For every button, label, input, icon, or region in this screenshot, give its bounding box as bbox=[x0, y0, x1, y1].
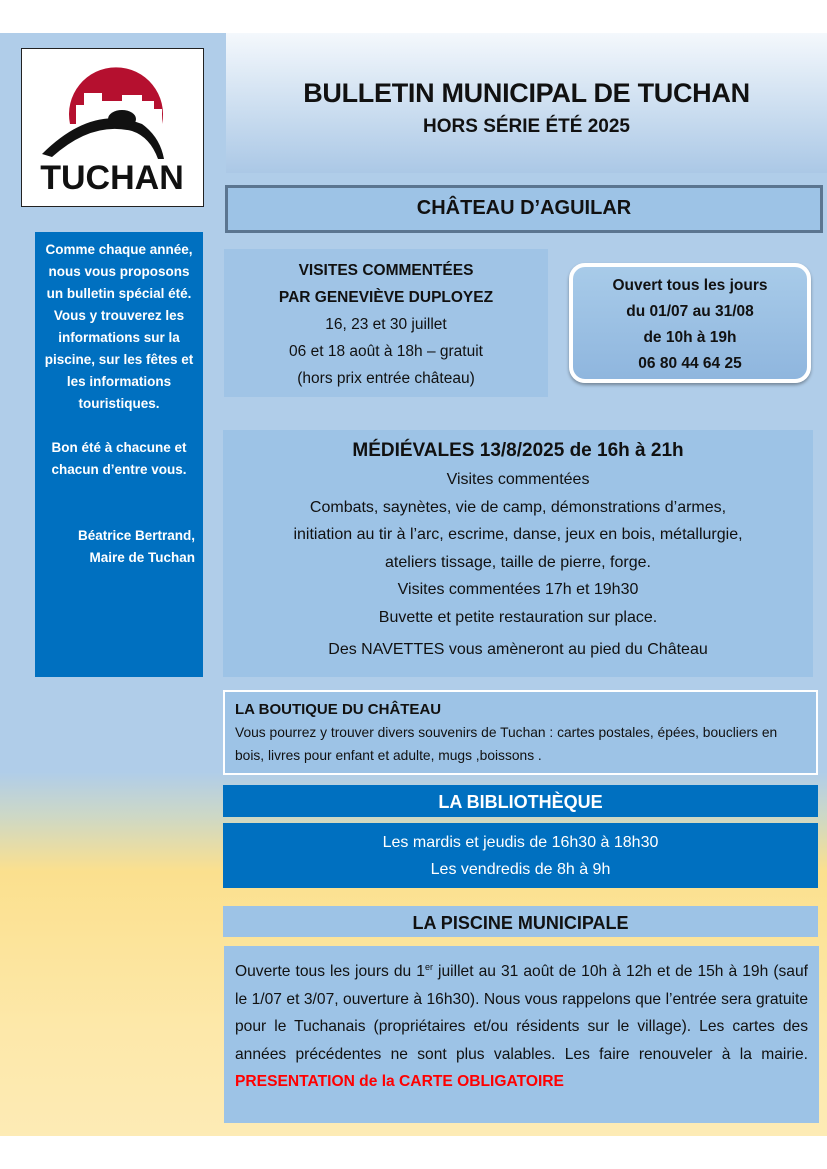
pool-warning: PRESENTATION de la CARTE OBLIGATOIRE bbox=[235, 1073, 564, 1091]
tours-dates-august: 06 et 18 août à 18h – gratuit bbox=[289, 343, 483, 360]
tours-title-1: VISITES COMMENTÉES bbox=[298, 262, 474, 279]
phone-number: 06 80 44 64 25 bbox=[638, 355, 742, 372]
medievales-line: ateliers tissage, taille de pierre, forge. bbox=[385, 553, 651, 571]
library-hours bbox=[223, 823, 818, 888]
pool-text-cont: juillet au 31 août de 10h à 12h et de 15h à 19h (sauf le 1/07 et 3/07, ouverture à 16h30). Nous vous rappelons que l’entrée sera gratuite pour le Tuchanais (propriétaires et/ou résidents sur le village). Les cartes des années précédentes ne sont plus valables. Les faire renouveler à la mairie. bbox=[235, 963, 808, 1063]
boutique-box bbox=[223, 690, 818, 775]
medievales-line: initiation au tir à l’arc, escrime, danse, jeux en bois, métallurgie, bbox=[293, 526, 743, 543]
guided-tours-box bbox=[224, 249, 548, 397]
tours-dates-july: 16, 23 et 30 juillet bbox=[325, 316, 447, 333]
bulletin-title: BULLETIN MUNICIPAL DE TUCHAN bbox=[303, 78, 750, 108]
medievales-title: MÉDIÉVALES 13/8/2025 de 16h à 21h bbox=[352, 440, 684, 461]
pool-info bbox=[224, 946, 819, 1123]
medievales-line: Buvette et petite restauration sur place. bbox=[378, 608, 658, 626]
boutique-text: Vous pourrez y trouver divers souvenirs de Tuchan : cartes postales, épées, boucliers en bois, livres pour enfant et adulte, mugs ,boissons . bbox=[235, 725, 778, 763]
library-hours-weekday: Les mardis et jeudis de 16h30 à 18h30 bbox=[382, 834, 659, 851]
signature bbox=[43, 525, 195, 569]
opening-hours: de 10h à 19h bbox=[643, 329, 737, 346]
medievales-line: Visites commentées bbox=[446, 471, 590, 488]
chateau-heading: CHÂTEAU D’AGUILAR bbox=[225, 185, 823, 233]
boutique-title: LA BOUTIQUE DU CHÂTEAU bbox=[235, 701, 442, 718]
pool-text: Ouverte tous les jours du 1 bbox=[235, 963, 425, 981]
medievales-line: Combats, saynètes, vie de camp, démonstrations d’armes, bbox=[309, 498, 727, 516]
opening-dates: du 01/07 au 31/08 bbox=[626, 303, 754, 320]
medievales-box bbox=[223, 430, 813, 677]
tours-note: (hors prix entrée château) bbox=[297, 370, 475, 387]
tours-title-2: PAR GENEVIÈVE DUPLOYEZ bbox=[278, 289, 494, 306]
pool-text-sup: er bbox=[424, 962, 433, 972]
library-hours-friday: Les vendredis de 8h à 9h bbox=[430, 861, 611, 878]
signature-role: Maire de Tuchan bbox=[89, 550, 195, 565]
opening-line: Ouvert tous les jours bbox=[612, 277, 768, 294]
signature-name: Béatrice Bertrand, bbox=[77, 528, 195, 543]
logo-text: TUCHAN bbox=[40, 159, 184, 197]
opening-hours-box bbox=[569, 263, 811, 383]
library-heading: LA BIBLIOTHÈQUE bbox=[223, 785, 818, 817]
pool-heading: LA PISCINE MUNICIPALE bbox=[223, 906, 818, 937]
tuchan-logo bbox=[21, 48, 204, 207]
shuttle-info: Des NAVETTES vous amèneront au pied du Château bbox=[328, 641, 708, 658]
intro-wishes: Bon été à chacune et chacun d’entre vous. bbox=[51, 440, 187, 477]
intro-paragraph: Comme chaque année, nous vous proposons un bulletin spécial été. Vous y trouverez les informations sur la piscine, sur les fêtes et les informations touristiques. bbox=[44, 242, 194, 411]
medievales-line: Visites commentées 17h et 19h30 bbox=[397, 581, 639, 598]
bulletin-subtitle: HORS SÉRIE ÉTÉ 2025 bbox=[423, 116, 630, 137]
intro-box bbox=[35, 232, 203, 677]
